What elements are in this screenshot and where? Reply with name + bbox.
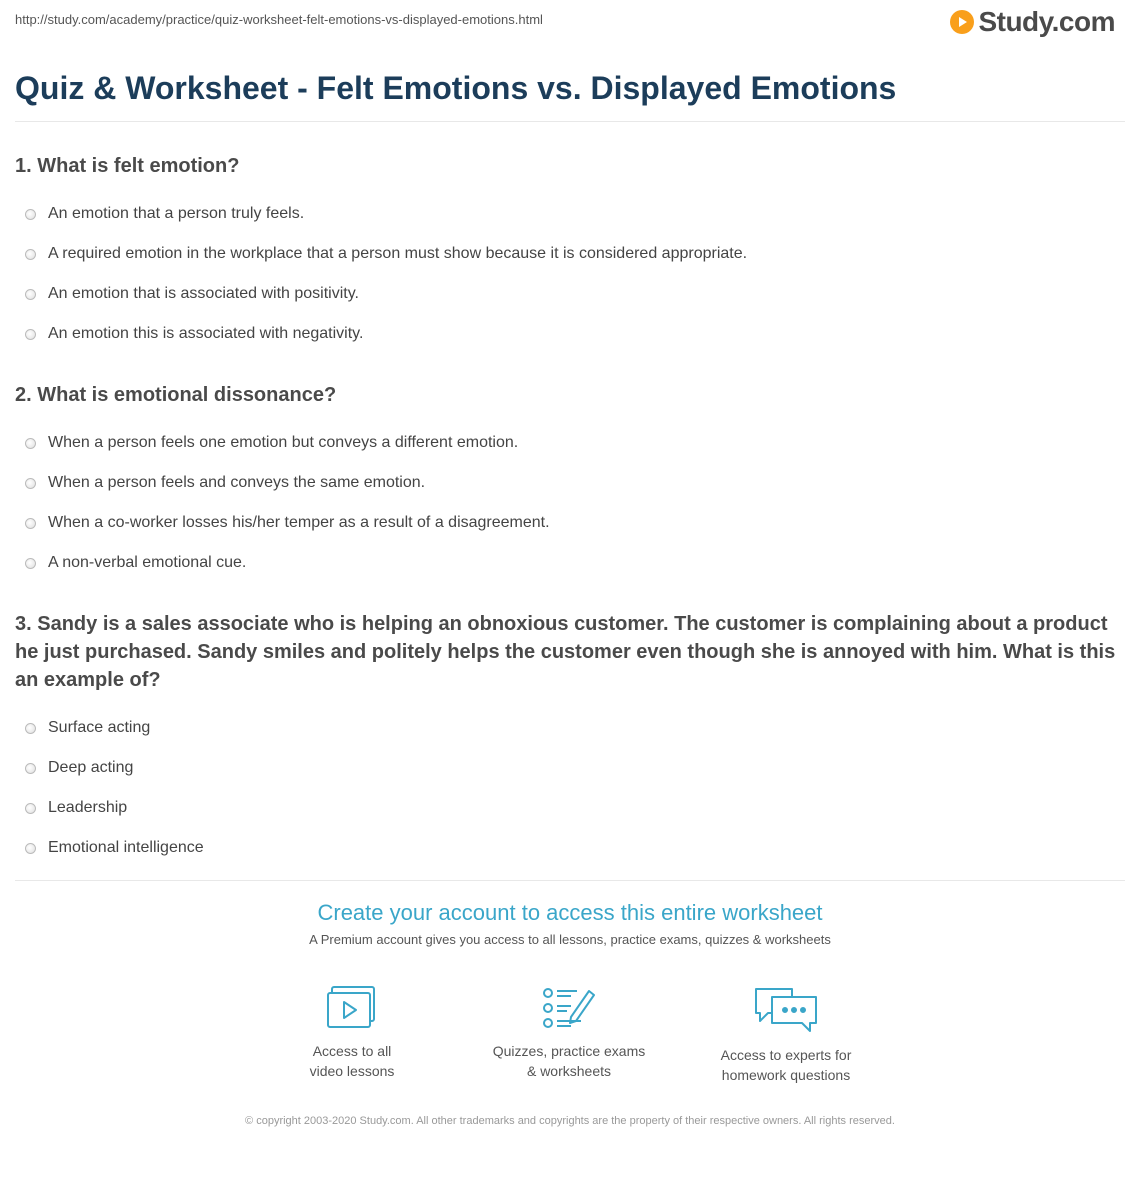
option-label: Deep acting <box>48 759 134 776</box>
radio-button[interactable] <box>25 558 36 569</box>
radio-button[interactable] <box>25 518 36 529</box>
answer-option[interactable] <box>15 314 1130 354</box>
answer-option[interactable] <box>15 234 1130 274</box>
chat-bubbles-icon <box>754 985 818 1035</box>
radio-button[interactable] <box>25 209 36 220</box>
question-text: 1. What is felt emotion? <box>15 155 240 177</box>
answer-option[interactable] <box>15 543 1130 583</box>
option-label: An emotion that is associated with positivity. <box>48 285 359 302</box>
answer-option[interactable] <box>15 748 1130 788</box>
page-title: Quiz & Worksheet - Felt Emotions vs. Displayed Emotions <box>15 70 897 106</box>
option-label: When a co-worker losses his/her temper as a result of a disagreement. <box>48 514 550 531</box>
question-text: 2. What is emotional dissonance? <box>15 384 337 406</box>
radio-button[interactable] <box>25 803 36 814</box>
logo-text: Study.com <box>978 6 1115 37</box>
radio-button[interactable] <box>25 249 36 260</box>
option-label: A required emotion in the workplace that a person must show because it is considered appropriate. <box>48 245 748 262</box>
question-1 <box>15 152 1130 354</box>
cta-title-link[interactable]: Create your account to access this entire worksheet <box>317 900 823 925</box>
feature-label: Access to experts for <box>720 1047 852 1063</box>
option-label: Surface acting <box>48 719 151 736</box>
option-label: A non-verbal emotional cue. <box>48 554 247 571</box>
question-text: 3. Sandy is a sales associate who is helping an obnoxious customer. The customer is complaining about a product he just purchased. Sandy smiles and politely helps the customer even though she is annoyed with him. What is this an example of? <box>15 613 1116 691</box>
option-label: An emotion that a person truly feels. <box>48 205 305 222</box>
answer-option[interactable] <box>15 194 1130 234</box>
study-logo[interactable] <box>950 6 1115 38</box>
section-divider <box>15 880 1125 881</box>
answer-option[interactable] <box>15 788 1130 828</box>
cta-subtitle: A Premium account gives you access to all lessons, practice exams, quizzes & worksheets <box>309 932 831 947</box>
question-2 <box>15 381 1130 583</box>
answer-option[interactable] <box>15 274 1130 314</box>
option-label: Leadership <box>48 799 128 816</box>
feature-label: homework questions <box>721 1067 851 1083</box>
signup-cta <box>0 900 1140 947</box>
option-label: When a person feels and conveys the same emotion. <box>48 474 426 491</box>
radio-button[interactable] <box>25 478 36 489</box>
radio-button[interactable] <box>25 289 36 300</box>
answer-option[interactable] <box>15 503 1130 543</box>
feature-label: Quizzes, practice exams <box>492 1043 646 1059</box>
feature-experts <box>686 985 886 1085</box>
question-list <box>15 152 1130 895</box>
title-divider <box>15 121 1125 122</box>
option-label: An emotion this is associated with negativity. <box>48 325 364 342</box>
video-lesson-icon <box>326 985 378 1031</box>
answer-option[interactable] <box>15 463 1130 503</box>
play-icon <box>950 10 974 34</box>
radio-button[interactable] <box>25 763 36 774</box>
quiz-checklist-icon <box>541 985 597 1031</box>
feature-label: Access to all <box>312 1043 392 1059</box>
feature-label: video lessons <box>309 1063 395 1079</box>
top-bar <box>15 0 1125 40</box>
option-label: Emotional intelligence <box>48 839 204 856</box>
option-label: When a person feels one emotion but conveys a different emotion. <box>48 434 519 451</box>
copyright-text: © copyright 2003-2020 Study.com. All other trademarks and copyrights are the property of their respective owners. All rights reserved. <box>245 1115 895 1127</box>
feature-video-lessons <box>252 985 452 1081</box>
feature-quizzes <box>469 985 669 1081</box>
question-3 <box>15 610 1130 868</box>
answer-option[interactable] <box>15 708 1130 748</box>
radio-button[interactable] <box>25 438 36 449</box>
page-url: http://study.com/academy/practice/quiz-worksheet-felt-emotions-vs-displayed-emotions.html <box>15 12 543 27</box>
radio-button[interactable] <box>25 723 36 734</box>
answer-option[interactable] <box>15 423 1130 463</box>
radio-button[interactable] <box>25 843 36 854</box>
radio-button[interactable] <box>25 329 36 340</box>
answer-option[interactable] <box>15 828 1130 868</box>
feature-label: & worksheets <box>526 1063 612 1079</box>
